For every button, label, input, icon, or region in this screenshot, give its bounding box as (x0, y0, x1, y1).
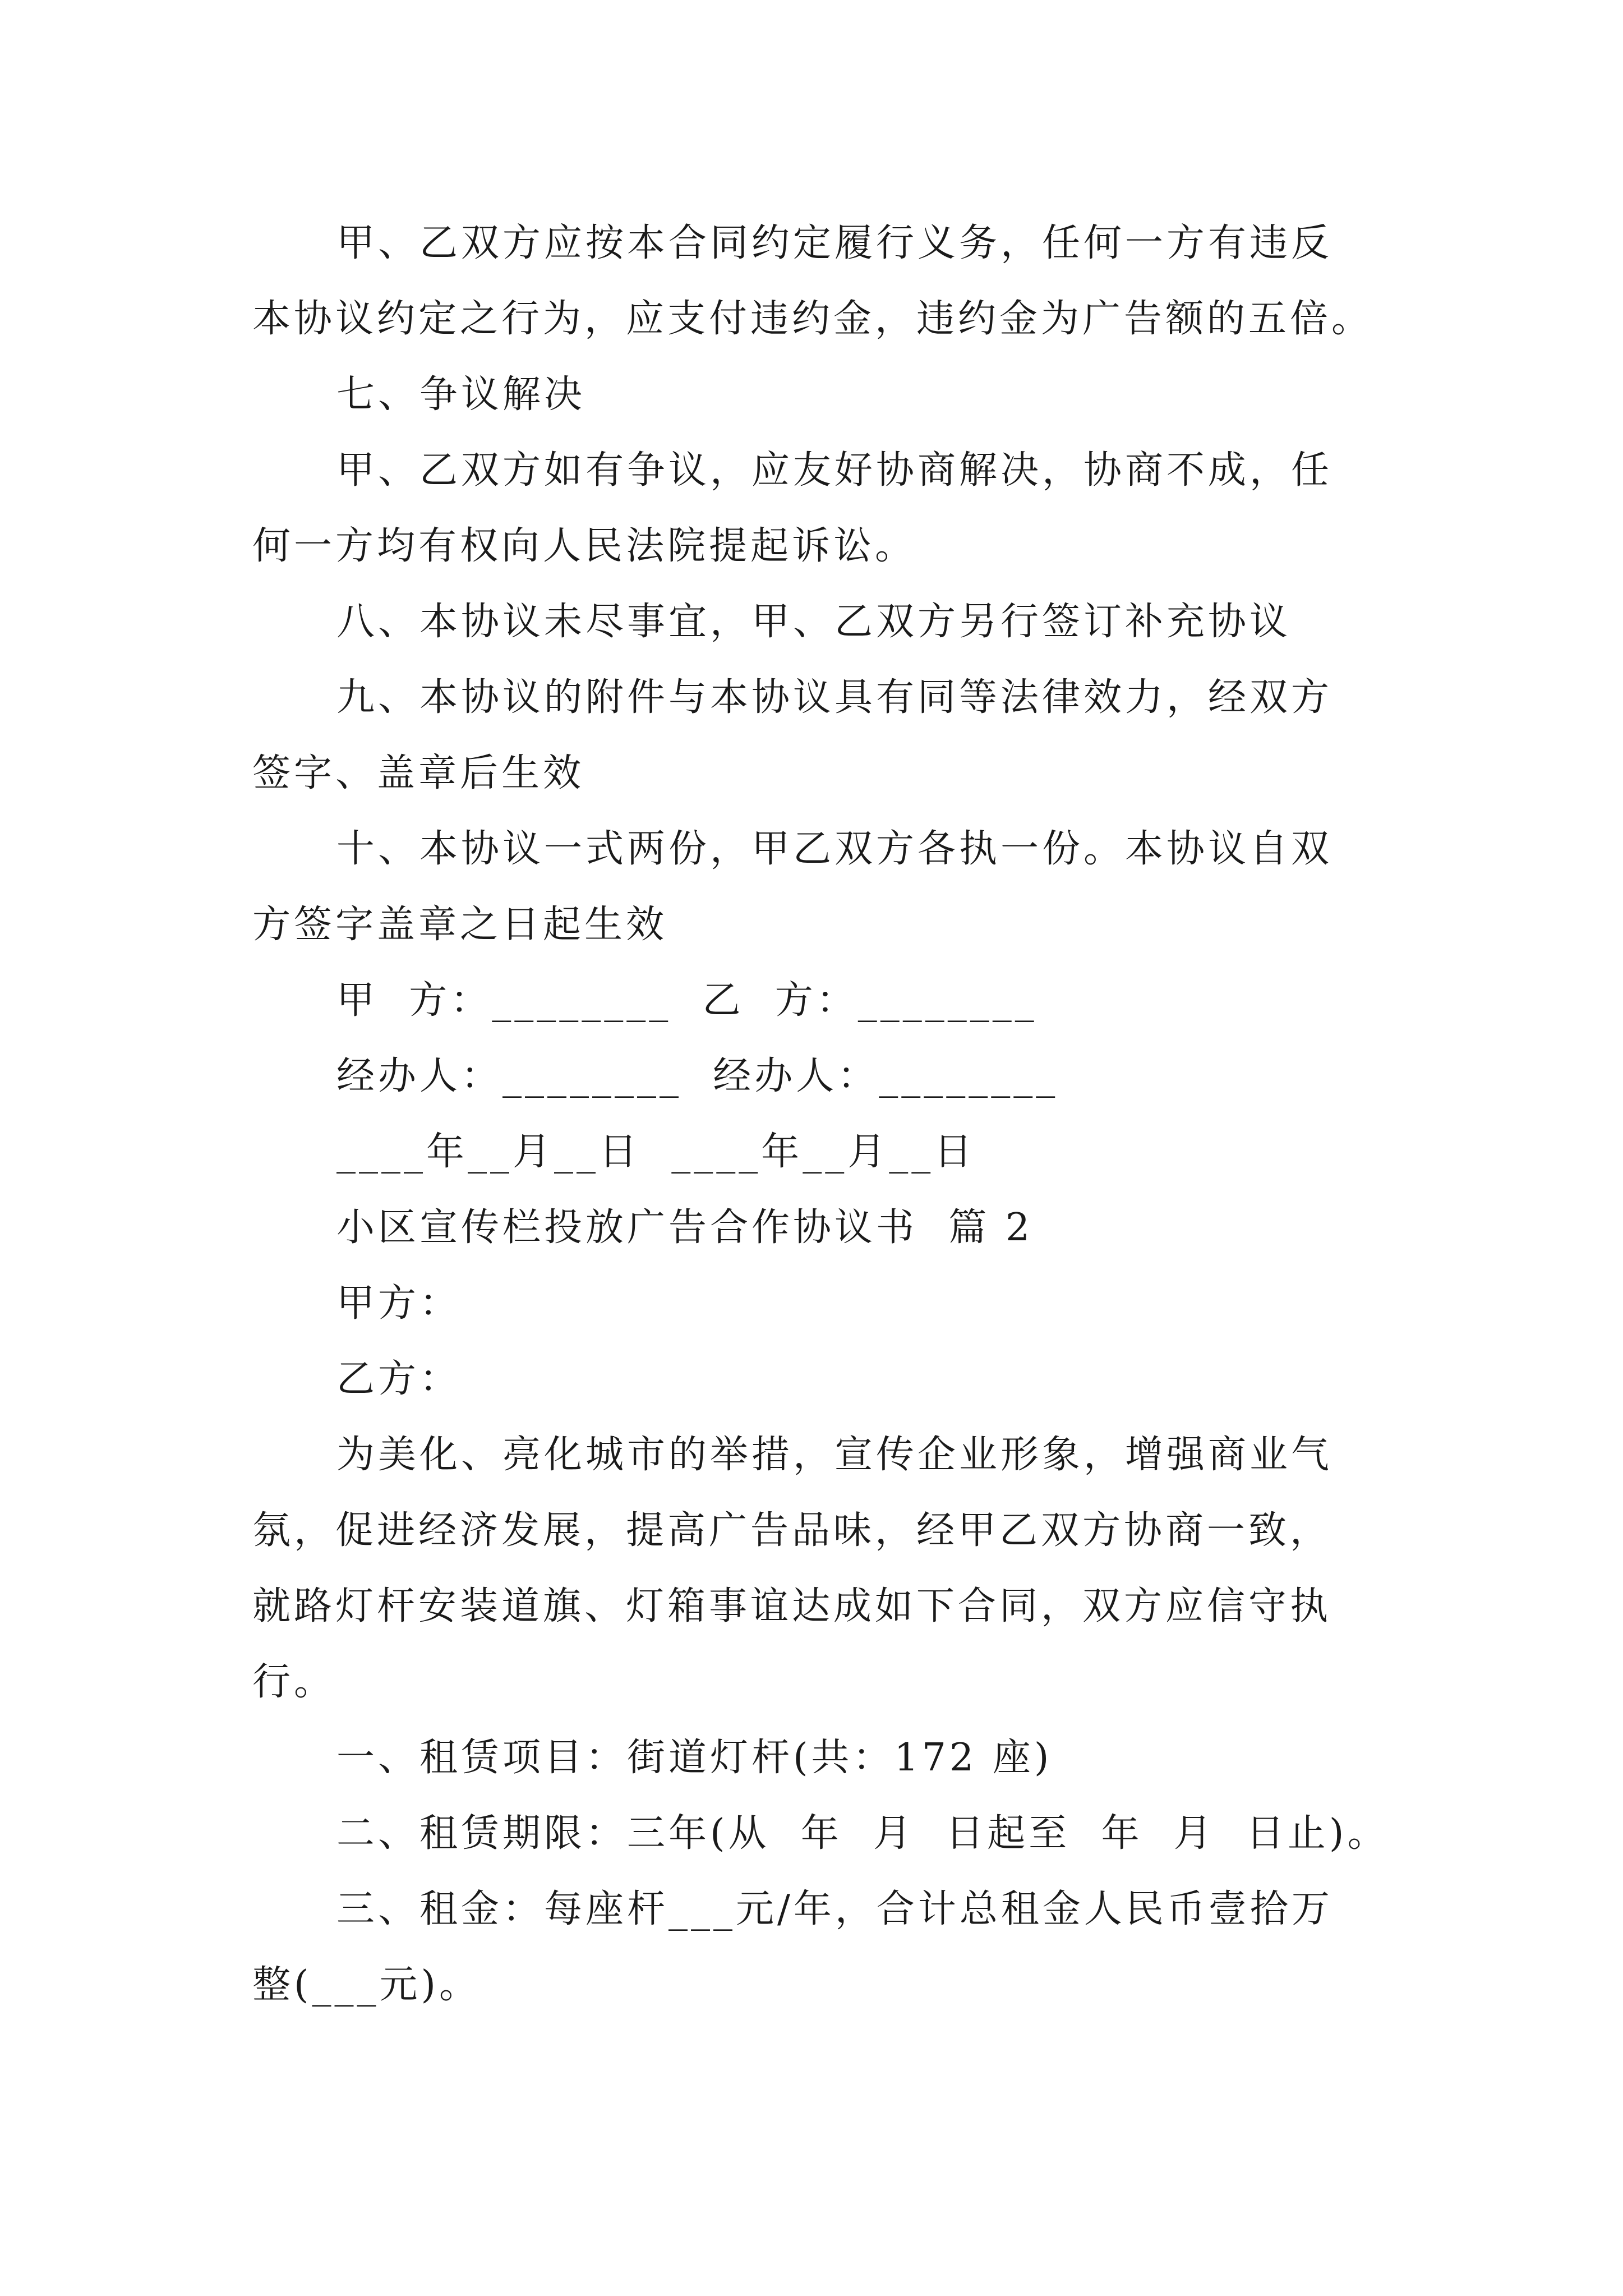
paragraph-line: 为美化、亮化城市的举措，宣传企业形象，增强商业气 (336, 1433, 1333, 1477)
paragraph-line: 方签字盖章之日起生效 (252, 903, 668, 947)
paragraph-line: 签字、盖章后生效 (252, 751, 585, 795)
party-a-label: 甲方： (336, 1281, 462, 1326)
paragraph-line: 本协议约定之行为，应支付违约金，违约金为广告额的五倍。 (252, 297, 1373, 341)
clause-line: 二、租赁期限：三年(从 年 月 日起至 年 月 日止)。 (336, 1811, 1389, 1856)
party-b-label: 乙方： (336, 1357, 462, 1401)
paragraph-line: 就路灯杆安装道旗、灯箱事谊达成如下合同，双方应信守执 (252, 1584, 1332, 1628)
paragraph-line: 九、本协议的附件与本协议具有同等法律效力，经双方 (336, 675, 1333, 720)
document-title: 小区宣传栏投放广告合作协议书 篇 2 (336, 1205, 1034, 1250)
clause-line: 三、租金：每座杆___元/年，合计总租金人民币壹拾万 (336, 1887, 1333, 1931)
paragraph-line: 氛，促进经济发展，提高广告品味，经甲乙双方协商一致， (252, 1508, 1332, 1553)
clause-line: 整(___元)。 (252, 1963, 481, 2007)
paragraph-line: 何一方均有权向人民法院提起诉讼。 (252, 524, 917, 568)
signature-agent-line: 经办人：________ 经办人：________ (336, 1054, 1059, 1098)
paragraph-line: 八、本协议未尽事宜，甲、乙双方另行签订补充协议 (336, 600, 1292, 644)
signature-party-line: 甲 方：________ 乙 方：________ (336, 978, 1038, 1023)
signature-date-line: ____年__月__日 ____年__月__日 (336, 1130, 976, 1174)
clause-line: 一、租赁项目：街道灯杆(共：172 座) (336, 1736, 1053, 1780)
section-heading: 七、争议解决 (336, 372, 586, 417)
paragraph-line: 甲、乙双方如有争议，应友好协商解决，协商不成，任 (336, 448, 1333, 493)
paragraph-line: 十、本协议一式两份，甲乙双方各执一份。本协议自双 (336, 827, 1333, 871)
paragraph-line: 甲、乙双方应按本合同约定履行义务，任何一方有违反 (336, 221, 1333, 265)
paragraph-line: 行。 (252, 1660, 336, 1704)
